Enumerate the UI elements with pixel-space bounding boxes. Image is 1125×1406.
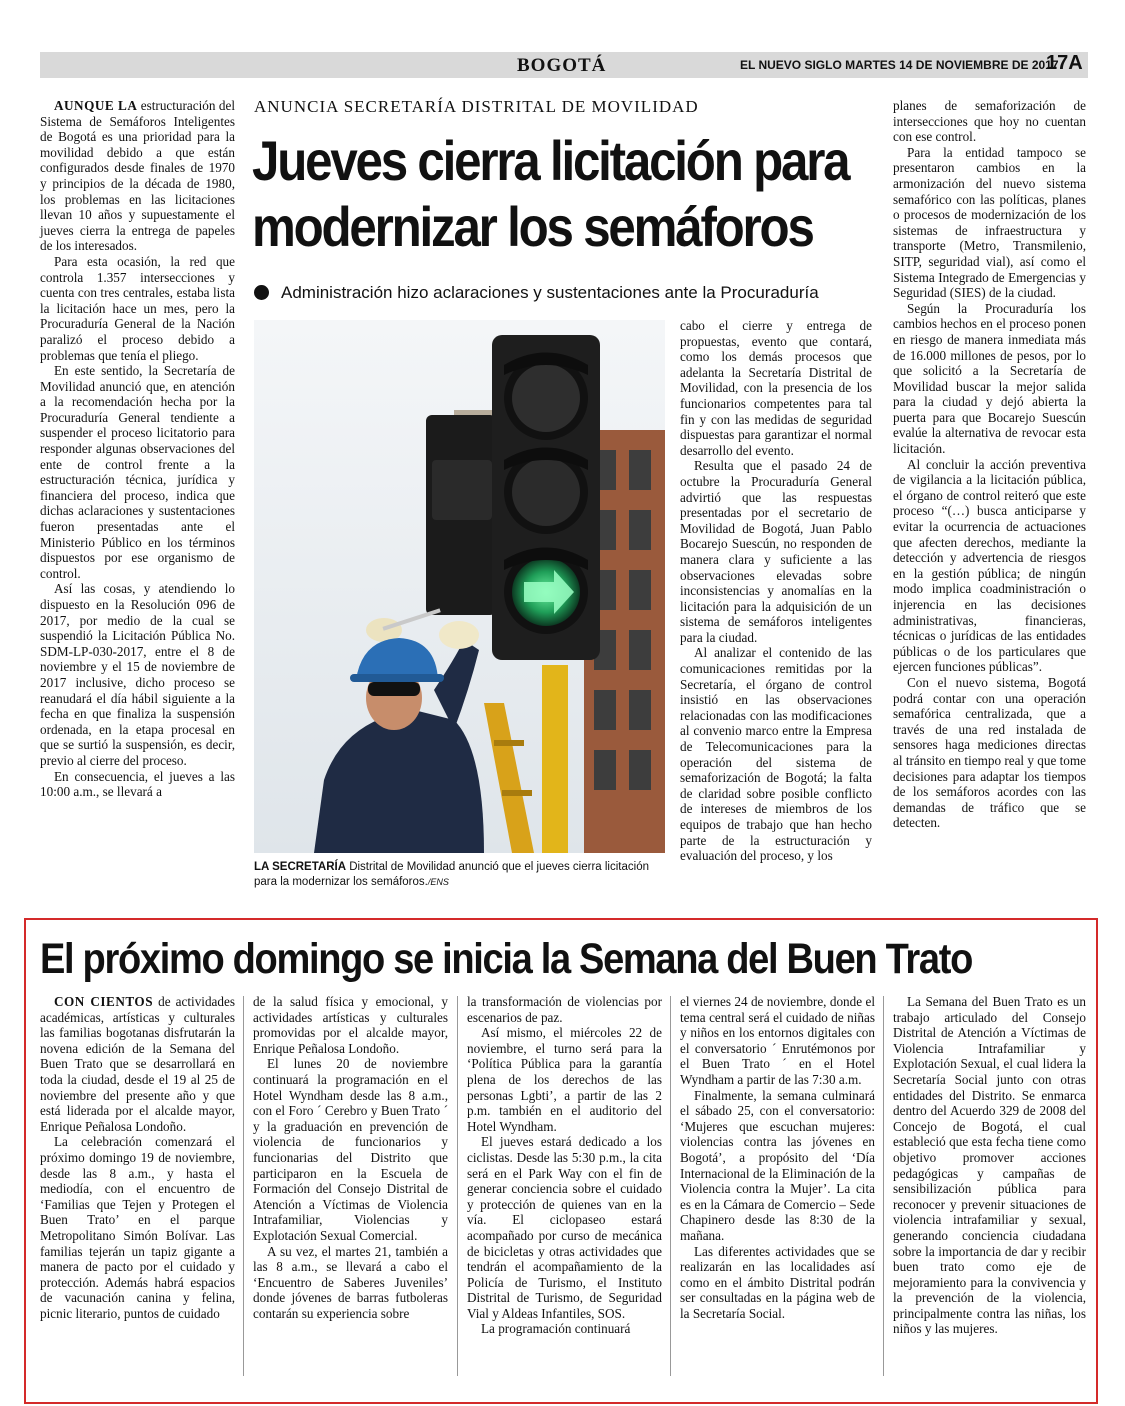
paragraph: Así mismo, el miércoles 22 de noviembre, el turno será para la ‘Política Pública para la garantía plena de los derechos de las personas Lgbti’, a partir de las 2 p.m. también en el auditorio del Hotel Wyndham. xyxy=(467,1025,662,1134)
bottom-headline: El próximo domingo se inicia la Semana del Buen Trato xyxy=(40,935,972,983)
bottom-article-column-4 xyxy=(680,994,875,1321)
column-divider xyxy=(243,996,244,1376)
paper-dateline: EL NUEVO SIGLO MARTES 14 DE NOVIEMBRE DE 2017 xyxy=(740,58,1059,72)
subheadline-text: Administración hizo aclaraciones y sustentaciones ante la Procuraduría xyxy=(281,283,819,302)
traffic-light-worker-illustration xyxy=(254,320,665,853)
page-number: 17A xyxy=(1046,52,1083,74)
main-article-column-3 xyxy=(680,318,872,864)
paragraph: cabo el cierre y entrega de propuestas, evento que contará, como los demás procesos que adelanta la Secretaría Distrital de Movilidad, con la presencia de los funcionarios competentes para tal fin y con las medidas de seguridad dispuestas para garantizar el normal desarrollo del evento. xyxy=(680,318,872,458)
column-divider xyxy=(883,996,884,1376)
main-headline xyxy=(252,128,849,260)
paragraph: de la salud física y emocional, y actividades artísticas y culturales promovidas por el alcalde mayor, Enrique Peñalosa Londoño. xyxy=(253,994,448,1056)
paragraph: Al concluir la acción preventiva de vigilancia a la licitación pública, el órgano de control reiteró que este proceso “(…) busca anticiparse y evitar la ocurrencia de actuaciones que afecten derechos, mediante la detección y advertencia de riesgos en la gestión pública; de ningún modo implica coadministración o injerencia en las decisiones administrativas, financieras, técnicas o jurídicas de las entidades públicas o de los particulares que ejercen funciones públicas”. xyxy=(893,456,1086,675)
bottom-article-column-2 xyxy=(253,994,448,1321)
main-article-column-1 xyxy=(40,98,235,800)
column-divider xyxy=(457,996,458,1376)
article-photo xyxy=(254,320,665,853)
bullet-icon xyxy=(254,285,269,300)
paragraph: A su vez, el martes 21, también a las 8 a.m., se llevará a cabo el ‘Encuentro de Saberes Juveniles’ donde jóvenes de barras futboleras contarán su experiencia sobre xyxy=(253,1243,448,1321)
paragraph: Resulta que el pasado 24 de octubre la Procuraduría General advirtió que las respuestas presentadas por el secretario de Movilidad de Bogotá, Juan Pablo Bocarejo Suescún, no responden de manera clara y suficiente a las observaciones elevadas sobre inconsistencias y anomalías en la licitación para la adquisición de un sistema de semáforos inteligentes para la ciudad. xyxy=(680,458,872,645)
photo-caption xyxy=(254,860,666,890)
paragraph: Para esta ocasión, la red que controla 1.357 intersecciones y cuenta con tres centrales, estaba lista la licitación hace un mes, pero la Procuraduría General de la Nación paralizó el proceso debido a problemas que tenía el pliego. xyxy=(40,253,235,363)
paragraph: El jueves estará dedicado a los ciclistas. Desde las 5:30 p.m., la cita será en el Park Way con el fin de generar conciencia sobre el cuidado y protección de quienes van en la vía. El ciclopaseo estará acompañado por curso de mecánica de bicicletas y otras actividades que tendrán el acompañamiento de la Policía de Turismo, el Instituto Distrital de Turismo, de Seguridad Vial y Aldeas Infantiles, SOS. xyxy=(467,1134,662,1321)
paragraph: Las diferentes actividades que se realizarán en las localidades así como en el ámbito Distrital podrán ser consultadas en la página web de la Secretaría Social. xyxy=(680,1243,875,1321)
paragraph: el viernes 24 de noviembre, donde el tema central será el cuidado de niñas y niños en los entornos digitales con el conversatorio ´ Enrutémonos por el Buen Trato ´ en el Hotel Wyndham a partir de las 7:30 a.m. xyxy=(680,994,875,1087)
paragraph: La programación continuará xyxy=(481,1321,631,1337)
bottom-article-column-5 xyxy=(893,994,1086,1337)
paragraph: planes de semaforización de intersecciones que hoy no cuentan con ese control. xyxy=(893,98,1086,145)
article-kicker: ANUNCIA SECRETARÍA DISTRITAL DE MOVILIDAD xyxy=(254,97,699,116)
caption-lead: LA SECRETARÍA xyxy=(254,861,346,873)
paragraph: de actividades académicas, artísticas y culturales las familias bogotanas disfrutarán la novena edición de la Semana del Buen Trato que se desarrollará en toda la ciudad, desde el 19 al 25 de noviembre del presente año y que está liderada por el alcalde mayor, Enrique Peñalosa Londoño. xyxy=(40,994,235,1134)
bottom-article-column-1 xyxy=(40,994,235,1321)
paragraph: Para la entidad tampoco se presentaron cambios en la armonización del nuevo sistema semafórico con las políticas, planes o procesos de modernización de los sistemas de infraestructura y transporte (Metro, Transmilenio, SITP, seguridad vial), así como el Sistema Integrado de Emergencias y Seguridad (SIES) de la ciudad. xyxy=(893,144,1086,301)
paragraph: La celebración comenzará el próximo domingo 19 de noviembre, desde las 8 a.m., y hasta el mediodía, con el encuentro de ‘Familias que Tejen y Protegen el Buen Trato’ en el parque Metropolitano Simón Bolívar. Las familias tejerán un tapiz gigante a manera de pacto por el cuidado y protección. Además habrá espacios de vacunación canina y felina, picnic literario, puntos de cuidado xyxy=(40,1134,235,1321)
column-divider xyxy=(670,996,671,1376)
subheadline xyxy=(254,283,819,303)
paragraph: En consecuencia, el jueves a las 10:00 a.m., se llevará a xyxy=(40,768,235,800)
paragraph: En este sentido, la Secretaría de Movilidad anunció que, en atención a la recomendación hecha por la Procuraduría General tendiente a suspender el proceso licitatorio para responder algunas observaciones del ente de control frente a la estructuración técnica, jurídica y financiera del proceso, indica que dichas aclaraciones y sustentaciones fueron presentadas ante el Ministerio Público en los términos dispuestos por ese organismo de control. xyxy=(40,363,235,581)
photo-credit: /ENS xyxy=(427,877,449,887)
paragraph: estructuración del Sistema de Semáforos Inteligentes de Bogotá es una prioridad para la movilidad debido a que están configurados desde finales de 1970 y principios de la década de 1980, los problemas en las licitaciones llevan 10 años y supuestamente el jueves cierra la entrega de papeles de los interesados. xyxy=(40,98,235,254)
lead-in: AUNQUE LA xyxy=(54,98,138,113)
paragraph: Con el nuevo sistema, Bogotá podrá contar con una operación semafórica centralizada, que a través de una red instalada de sensores haga mediciones directas al tránsito en tiempo real y que tome decisiones para adaptar los tiempos de los semáforos acordes con las demandas de tráfico que se detecten. xyxy=(893,674,1086,831)
paragraph: La Semana del Buen Trato es un trabajo articulado del Consejo Distrital de Atención a Víctimas de Violencia Intrafamiliar y Explotación Sexual, el cual lidera la Secretaría Social junto con otras entidades del Distrito. Se enmarca dentro del Acuerdo 329 de 2008 del Concejo de Bogotá, el cual estableció que esta fecha tiene como objetivo promover acciones pedagógicas y campañas de sensibilización pública para reconocer y prevenir situaciones de violencia intrafamiliar y sexual, generando conciencia ciudadana sobre la importancia de dar y recibir buen trato como eje de mejoramiento para la convivencia y la prevención de la violencia, principalmente contra las niñas, los niños y las mujeres. xyxy=(893,994,1086,1337)
headline-line-1: Jueves cierra licitación para xyxy=(252,129,849,192)
caption-text: Distrital de Movilidad anunció que el jueves cierra licitación para la modernizar los semáforos. xyxy=(254,861,649,888)
paragraph: El lunes 20 de noviembre continuará la programación en el Hotel Wyndham desde las 8 a.m., con el Foro ´ Cerebro y Buen Trato ´ y la graduación en prevención de violencia de funcionarios y funcionarias del Distrito que participaron en la Escuela de Formación del Consejo Distrital de Atención a Víctimas de Violencia Intrafamiliar, Violencias y Explotación Sexual Comercial. xyxy=(253,1056,448,1243)
paragraph: Finalmente, la semana culminará el sábado 25, con el conversatorio: ‘Mujeres que escuchan mujeres: violencias contra las jóvenes en Bogotá’, a propósito del ‘Día Internacional de la Eliminación de la Violencia contra la Mujer’. La cita es en la Cámara de Comercio – Sede Chapinero desde las 8:30 de la mañana. xyxy=(680,1087,875,1243)
lead-in: CON CIENTOS xyxy=(54,994,154,1009)
paragraph: Así las cosas, y atendiendo lo dispuesto en la Resolución 096 de 2017, por medio de la cual se suspendió la Licitación Pública No. SDM-LP-030-2017, entre el 8 de noviembre y el 15 de noviembre de 2017 inclusive, dicho proceso se reanudará el día hábil siguiente a la fecha en que finaliza la suspensión ordenada, en la etapa procesal en que se surtió la suspensión, es decir, previo al cierre del proceso. xyxy=(40,581,235,768)
headline-line-2: modernizar los semáforos xyxy=(252,195,813,258)
paragraph: la transformación de violencias por escenarios de paz. xyxy=(467,994,662,1025)
section-name: BOGOTÁ xyxy=(517,55,607,76)
main-article-column-4 xyxy=(893,98,1086,831)
bottom-article-column-3 xyxy=(467,994,662,1337)
paragraph: Al analizar el contenido de las comunicaciones remitidas por la Secretaría, el órgano de control insistió en las observaciones relacionadas con las modificaciones al convenio marco entre la Empresa de Telecomunicaciones para la operación del sistema de semaforización de Bogotá; la falta de claridad sobre posible conflicto de intereses de miembros de los equipos de trabajo que han hecho parte de la estructuración y evaluación del proceso, y los xyxy=(680,645,872,864)
paragraph: Según la Procuraduría los cambios hechos en el proceso ponen en riesgo de manera inmediata más de 16.000 millones de pesos, por lo que solicitó a la Secretaría de Movilidad buscar la mejor salida para la ciudad y dejó abierta la puerta para que Bocarejo Suescún evalúe la alternativa de revocar esta licitación. xyxy=(893,300,1086,457)
